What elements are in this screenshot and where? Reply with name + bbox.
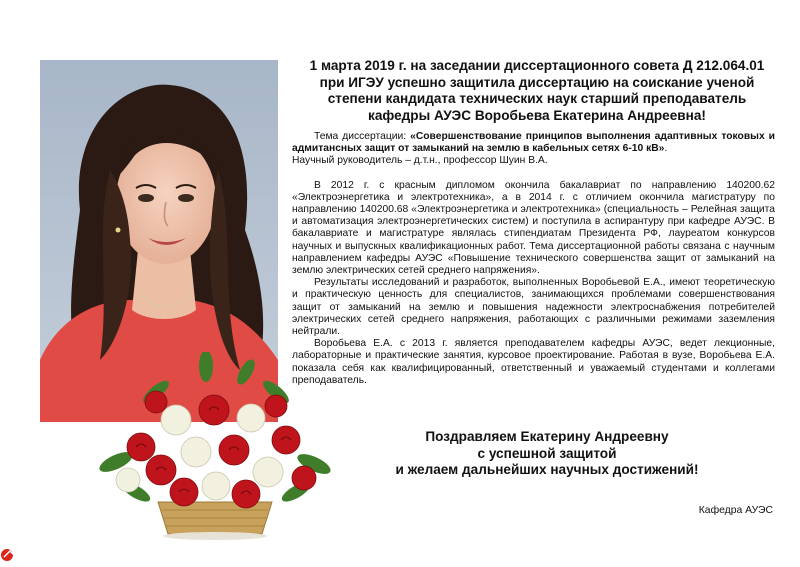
congratulations-line-3: и желаем дальнейших научных достижений! [395, 462, 699, 478]
congratulations-line-1: Поздравляем Екатерину Андреевну [425, 429, 669, 444]
heading-line-3: степени кандидата технических наук старший преподаватель [327, 91, 747, 106]
article-body [292, 131, 775, 387]
supervisor-line: Научный руководитель – д.т.н., профессор Шуин В.А. [292, 155, 548, 167]
department-signature: Кафедра АУЭС [698, 505, 773, 516]
congratulations-line-2: с успешной защитой [477, 445, 617, 461]
teaching-paragraph: Воробьева Е.А. с 2013 г. является преподавателем кафедры АУЭС, ведет лекционные, лабораторные и практические занятия, курсовое проектирование. Работая в вузе, Воробьева Е.А. показала себя как квалифицированный, ответственный и уважаемый студентами и коллегами преподаватель. [292, 338, 775, 386]
thesis-title: «Совершенствование принципов выполнения адаптивных токовых и адмитансных защит от замыканий на землю в кабельных сетях 6-10 кВ» [292, 131, 775, 155]
thesis-label: Тема диссертации: [314, 131, 411, 142]
corner-logo-icon [0, 548, 18, 562]
announcement-heading [292, 58, 782, 124]
heading-line-2: при ИГЭУ успешно защитила диссертацию на соискание ученой [319, 74, 755, 90]
heading-line-4: кафедры АУЭС Воробьева Екатерина Андреевна! [368, 107, 706, 123]
thesis-paragraph [292, 131, 775, 155]
results-paragraph: Результаты исследований и разработок, выполненных Воробьевой Е.А., имеют теоретическую и практическую ценность для специалистов, занимающихся проблемами совершенствования защит от замыканий на землю и повышения надежности электроснабжения потребителей электрических сетей среднего напряжения, работающих с различными режимами заземления нейтрали. [292, 277, 775, 338]
heading-line-1: 1 марта 2019 г. на заседании диссертационного совета Д 212.064.01 [309, 58, 765, 73]
congratulations-block [352, 429, 742, 479]
thesis-end: . [664, 143, 668, 155]
education-paragraph: В 2012 г. с красным дипломом окончила бакалавриат по направлению 140200.62 «Электроэнергетика и электротехника», а в 2014 г. с отличием окончила магистратуру по направлению 140200.68 «Электроэнергетика и электротехника» (специальность – Релейная защита и автоматизация электроэнергетических систем) и поступила в аспирантуру при кафедре АУЭС. В бакалавриате и магистратуре являлась стипендиатам Президента РФ, лауреатом конкурсов научных и выпускных квалификационных работ. Тема диссертационной работы связана с научным направлением кафедры АУЭС «Повышение технического совершенства защит от замыканий на землю электрических сетей среднего напряжения». [292, 179, 775, 277]
